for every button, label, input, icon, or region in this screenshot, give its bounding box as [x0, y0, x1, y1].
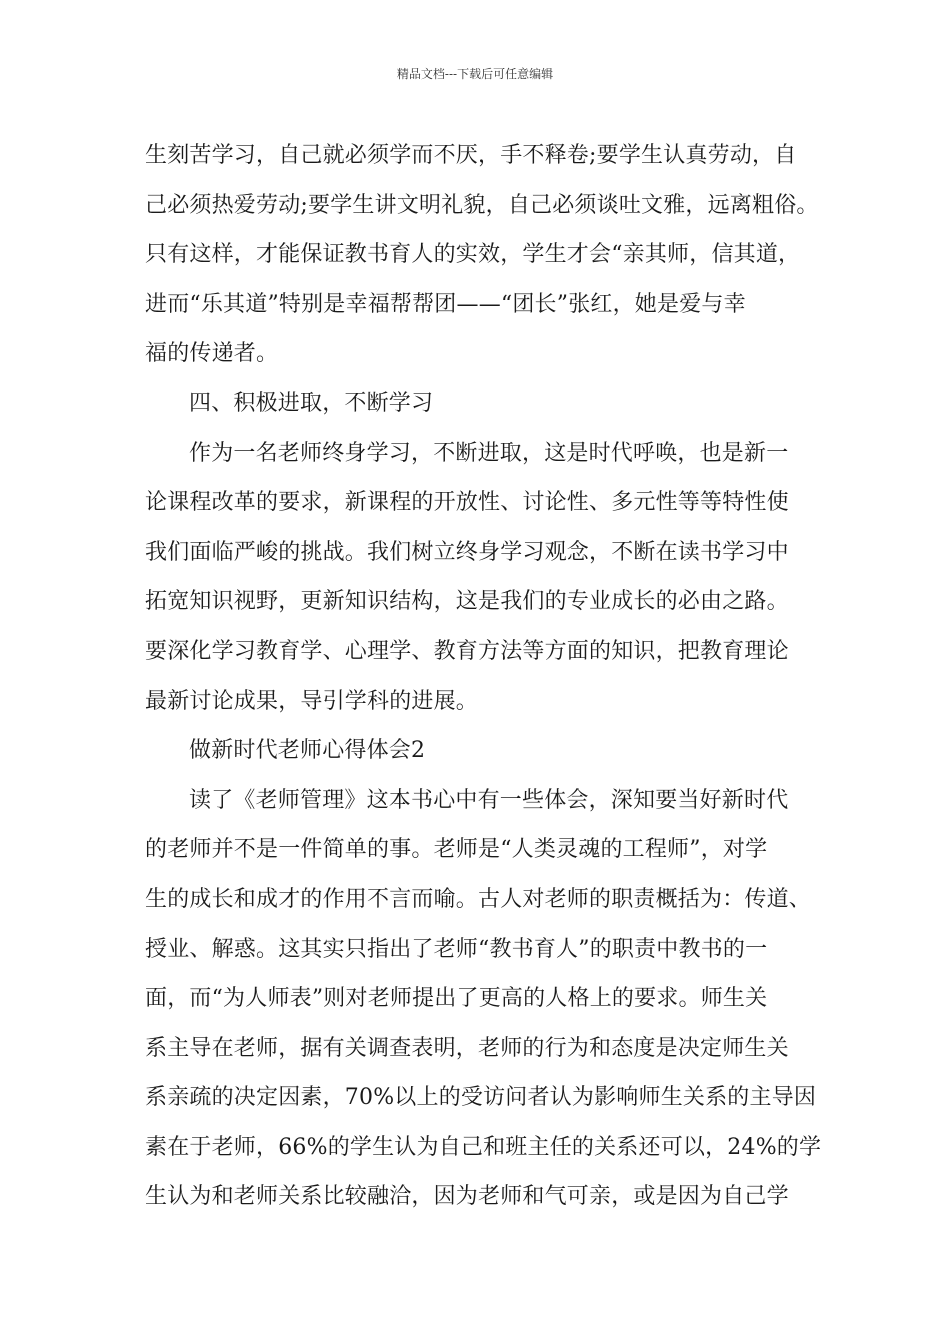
text-line: 的老师并不是一件简单的事。老师是“人类灵魂的工程师”，对学 [145, 837, 768, 863]
section-heading: 四、积极进取，不断学习 [189, 390, 434, 416]
text-line: 素在于老师，66%的学生认为自己和班主任的关系还可以，24%的学 [145, 1134, 822, 1160]
text-line: 要深化学习教育学、心理学、教育方法等方面的知识，把教育理论 [145, 638, 789, 664]
article-title: 做新时代老师心得体会2 [189, 738, 426, 764]
text-line: 生的成长和成才的作用不言而喻。古人对老师的职责概括为：传道、 [145, 886, 812, 912]
text-line: 授业、解惑。这其实只指出了老师“教书育人”的职责中教书的一 [145, 936, 768, 962]
text-line: 己必须热爱劳动;要学生讲文明礼貌，自己必须谈吐文雅，远离粗俗。 [145, 192, 819, 218]
text-line: 面，而“为人师表”则对老师提出了更高的人格上的要求。师生关 [145, 986, 768, 1012]
text-line: 福的传递者。 [145, 341, 279, 367]
text-line: 作为一名老师终身学习，不断进取，这是时代呼唤，也是新一 [189, 440, 789, 466]
text-line: 读了《老师管理》这本书心中有一些体会，深知要当好新时代 [189, 787, 789, 813]
text-line: 进而“乐其道”特别是幸福帮帮团——“团长”张红，她是爱与幸 [145, 291, 746, 317]
text-line: 只有这样，才能保证教书育人的实效，学生才会“亲其师，信其道， [145, 242, 801, 268]
text-line: 拓宽知识视野，更新知识结构，这是我们的专业成长的必由之路。 [145, 589, 789, 615]
text-line: 最新讨论成果，导引学科的进展。 [145, 688, 479, 714]
document-body [145, 131, 831, 1222]
text-line: 系亲疏的决定因素，70%以上的受访问者认为影响师生关系的主导因 [145, 1085, 817, 1111]
page-header: 精品文档---下载后可任意编辑 [396, 67, 554, 81]
text-line: 生刻苦学习，自己就必须学而不厌，手不释卷;要学生认真劳动，自 [145, 143, 797, 168]
text-line: 我们面临严峻的挑战。我们树立终身学习观念，不断在读书学习中 [145, 539, 789, 565]
text-line: 系主导在老师，据有关调查表明，老师的行为和态度是决定师生关 [145, 1035, 789, 1061]
text-line: 生认为和老师关系比较融洽，因为老师和气可亲，或是因为自己学 [145, 1184, 789, 1210]
text-line: 论课程改革的要求，新课程的开放性、讨论性、多元性等等特性使 [145, 490, 789, 516]
